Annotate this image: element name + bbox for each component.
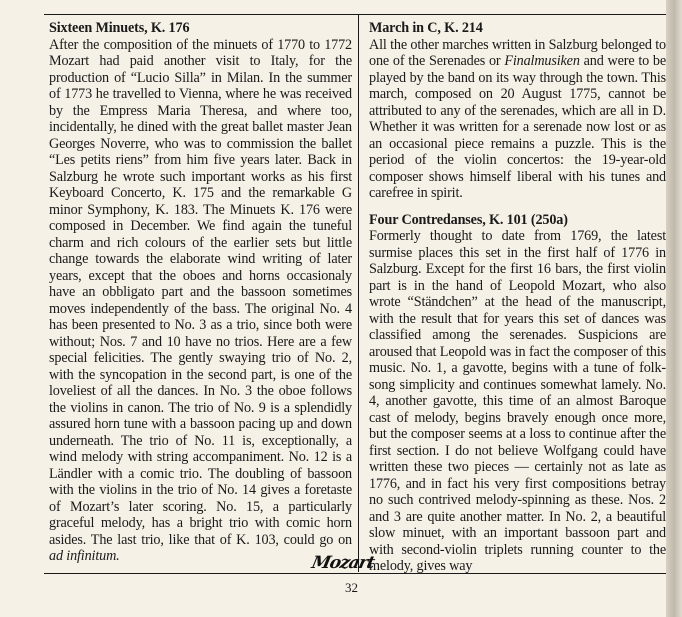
next-page-edge [666, 0, 682, 617]
march-text [369, 37, 666, 202]
section-gap [369, 202, 666, 212]
march-heading: March in C, K. 214 [369, 20, 483, 36]
left-column [49, 20, 352, 565]
mozart-signature-logo: Mozart [309, 553, 376, 573]
march-body-part-2: and were to be played by the band on its way through the town. This march, composed on 20 August 1775, cannot be attributed to any of the serenades, which are all in D. Whether it was written for a serenade now lost or as an occasional piece remains a puzzle. This is the period of the violin concertos: the 19-year-old composer shows himself liberal with his tunes and carefree in spirit. [369, 53, 666, 201]
contredanses-text: Formerly thought to date from 1769, the latest surmise places this set in the first half of 1776 in Salzburg. Except for the first 16 bars, the first violin part is in the hand of Leopold Mozart, who also wrote “Ständchen” at the head of the manuscript, with the result that for years this set of dances was classified among the serenades. Suspicions are aroused that Leopold was in fact the composer of this music. No. 1, a gavotte, begins with a tune of folk-song simplicity and continues somewhat lamely. No. 4, another gavotte, this time of an almost Baroque cast of melody, begins bravely enough once more, but the composer seems at a loss to continue after the first section. I do not believe Wolfgang could have written these two pieces — certainly not as late as 1776, and in fact his very first compositions betray no such contrived melody-spinning as these. Nos. 2 and 3 are quite another matter. In No. 2, a beautiful slow minuet, with an important bassoon part and with second-violin triplets running counter to the melody, gives way [369, 228, 666, 574]
sixteen-minuets-text [49, 37, 352, 565]
finalmusiken-italic: Finalmusiken [504, 53, 580, 69]
sixteen-minuets-body: After the composition of the minuets of 1770 to 1772 Mozart had paid another visit to Italy, for the production of “Lucio Silla” in Milan. In the summer of 1773 he travelled to Vienna, where he was received by the Empress Maria Theresa, and where too, incidentally, he dined with the great ballet master Jean Georges Noverre, who was to commission the ballet “Les petits riens” from him five years later. Back in Salzburg he wrote such important works as his first Keyboard Concerto, K. 175 and the remarkable G minor Symphony, K. 183. The Minuets K. 176 were composed in December. We find again the tuneful charm and rich colours of the earlier sets but little change towards the elaborate wind writing of later years, except that the oboes and horns occasionaly have an obbligato part and the bassoon sometimes moves independently of the bass. The original No. 4 has been presented to No. 3 as a trio, since both were without; Nos. 7 and 10 have no trios. Here are a few special felicities. The gently swaying trio of No. 2, with the syncopation in the second part, is one of the loveliest of all the dances. In No. 3 the oboe follows the violins in canon. The trio of No. 9 is a splendidly assured horn tune with a bassoon pacing up and down underneath. The trio of No. 11 is, exceptionally, a wind melody with string accompaniment. No. 12 is a Ländler with a comic trio. The doubling of bassoon with the violins in the trio of No. 14 gives a foretaste of Mozart’s later scoring. No. 15, a particularly graceful melody, has a bright trio with comic horn asides. The last trio, like that of K. 103, could go on [49, 36, 352, 548]
right-column [369, 20, 666, 575]
bottom-rule [44, 573, 666, 574]
march-body-part-1: All the other marches written in Salzburg belonged to one of the Serenades or [369, 36, 666, 69]
column-divider [358, 14, 359, 572]
contredanses-heading: Four Contredanses, K. 101 (250a) [369, 211, 568, 228]
sixteen-minuets-heading: Sixteen Minuets, K. 176 [49, 20, 190, 36]
top-rule [44, 14, 666, 15]
page-number: 32 [345, 580, 358, 595]
ad-infinitum-italic: ad infinitum. [49, 548, 120, 564]
